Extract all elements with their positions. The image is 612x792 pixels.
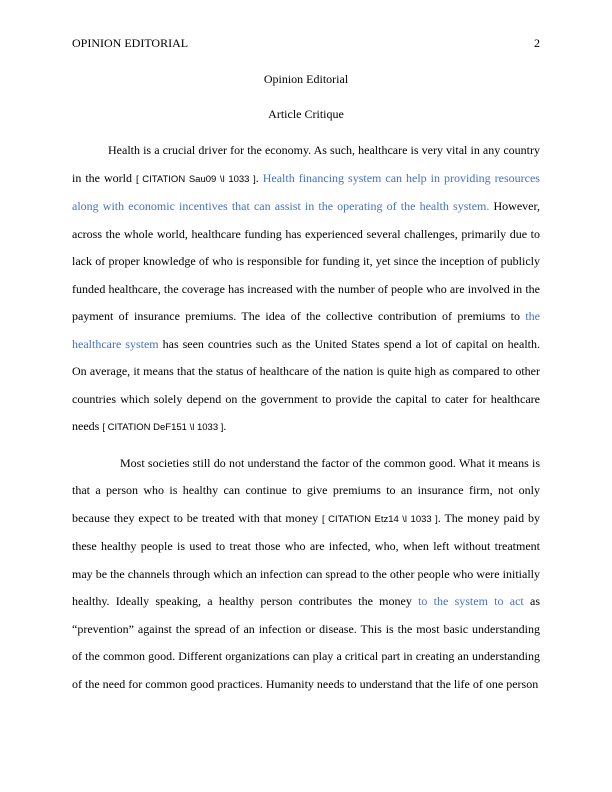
document-subtitle: Article Critique bbox=[268, 107, 344, 121]
paragraph-2-text-2: . The money paid by these healthy people is used to treat those who are infected, who, when left without treatment may be the channels through which an infection can spread to the other people who were initially healthy. Ideally speaking, a healthy person contributes the money bbox=[72, 510, 540, 608]
paragraph-2-text-1: Most societies still do not understand the factor of the common good. What it means is that a person who is healthy can continue to give premiums to an insurance firm, not only because they expect to be treated with that money bbox=[72, 455, 540, 525]
paragraph-1-text-1: Health is a crucial driver for the economy. As such, healthcare is very vital in any country in the world bbox=[72, 143, 540, 185]
paragraph-1-text-3: However, across the whole world, healthcare funding has experienced several challenges, primarily due to lack of proper knowledge of who is responsible for funding it, yet since the inception of publicly funded healthcare, the coverage has increased with the number of people who are involved in the payment of insurance premiums. The idea of the collective contribution of premiums to bbox=[72, 199, 541, 323]
paragraph-1-text-2: . bbox=[255, 170, 263, 185]
paragraph-2 bbox=[72, 450, 540, 699]
citation-field: [ CITATION DeF151 \l 1033 ] bbox=[102, 422, 224, 433]
highlighted-text: to the system to act bbox=[418, 594, 524, 608]
page-header bbox=[72, 36, 540, 52]
paragraph-1 bbox=[72, 137, 540, 442]
document-title: Opinion Editorial bbox=[263, 72, 349, 86]
citation-field: [ CITATION Etz14 \l 1033 ] bbox=[321, 513, 438, 525]
paragraph-1-text-5: . bbox=[223, 419, 227, 433]
highlighted-text: Health financing system can help in providing resources along with economic incentives that can assist in the operating of the health system. bbox=[72, 170, 540, 213]
citation-field: [ CITATION Sau09 \l 1033 ] bbox=[135, 173, 256, 185]
running-head: OPINION EDITORIAL bbox=[72, 36, 189, 50]
paragraph-1-text-4: has seen countries such as the United States spend a lot of capital on health. On average, it means that the status of healthcare of the nation is quite high as compared to other countries which solely depend on the government to provide the capital to cater for healthcare needs bbox=[72, 336, 540, 433]
paragraph-2-text-3: as “prevention” against the spread of an infection or disease. This is the most basic understanding of the common good. Different organizations can play a critical part in creating an understanding of the need for common good practices. Humanity needs to understand that the life of one person bbox=[72, 594, 540, 691]
page-number: 2 bbox=[534, 36, 540, 50]
highlighted-text: the healthcare system bbox=[72, 309, 540, 351]
document-body bbox=[72, 137, 540, 698]
